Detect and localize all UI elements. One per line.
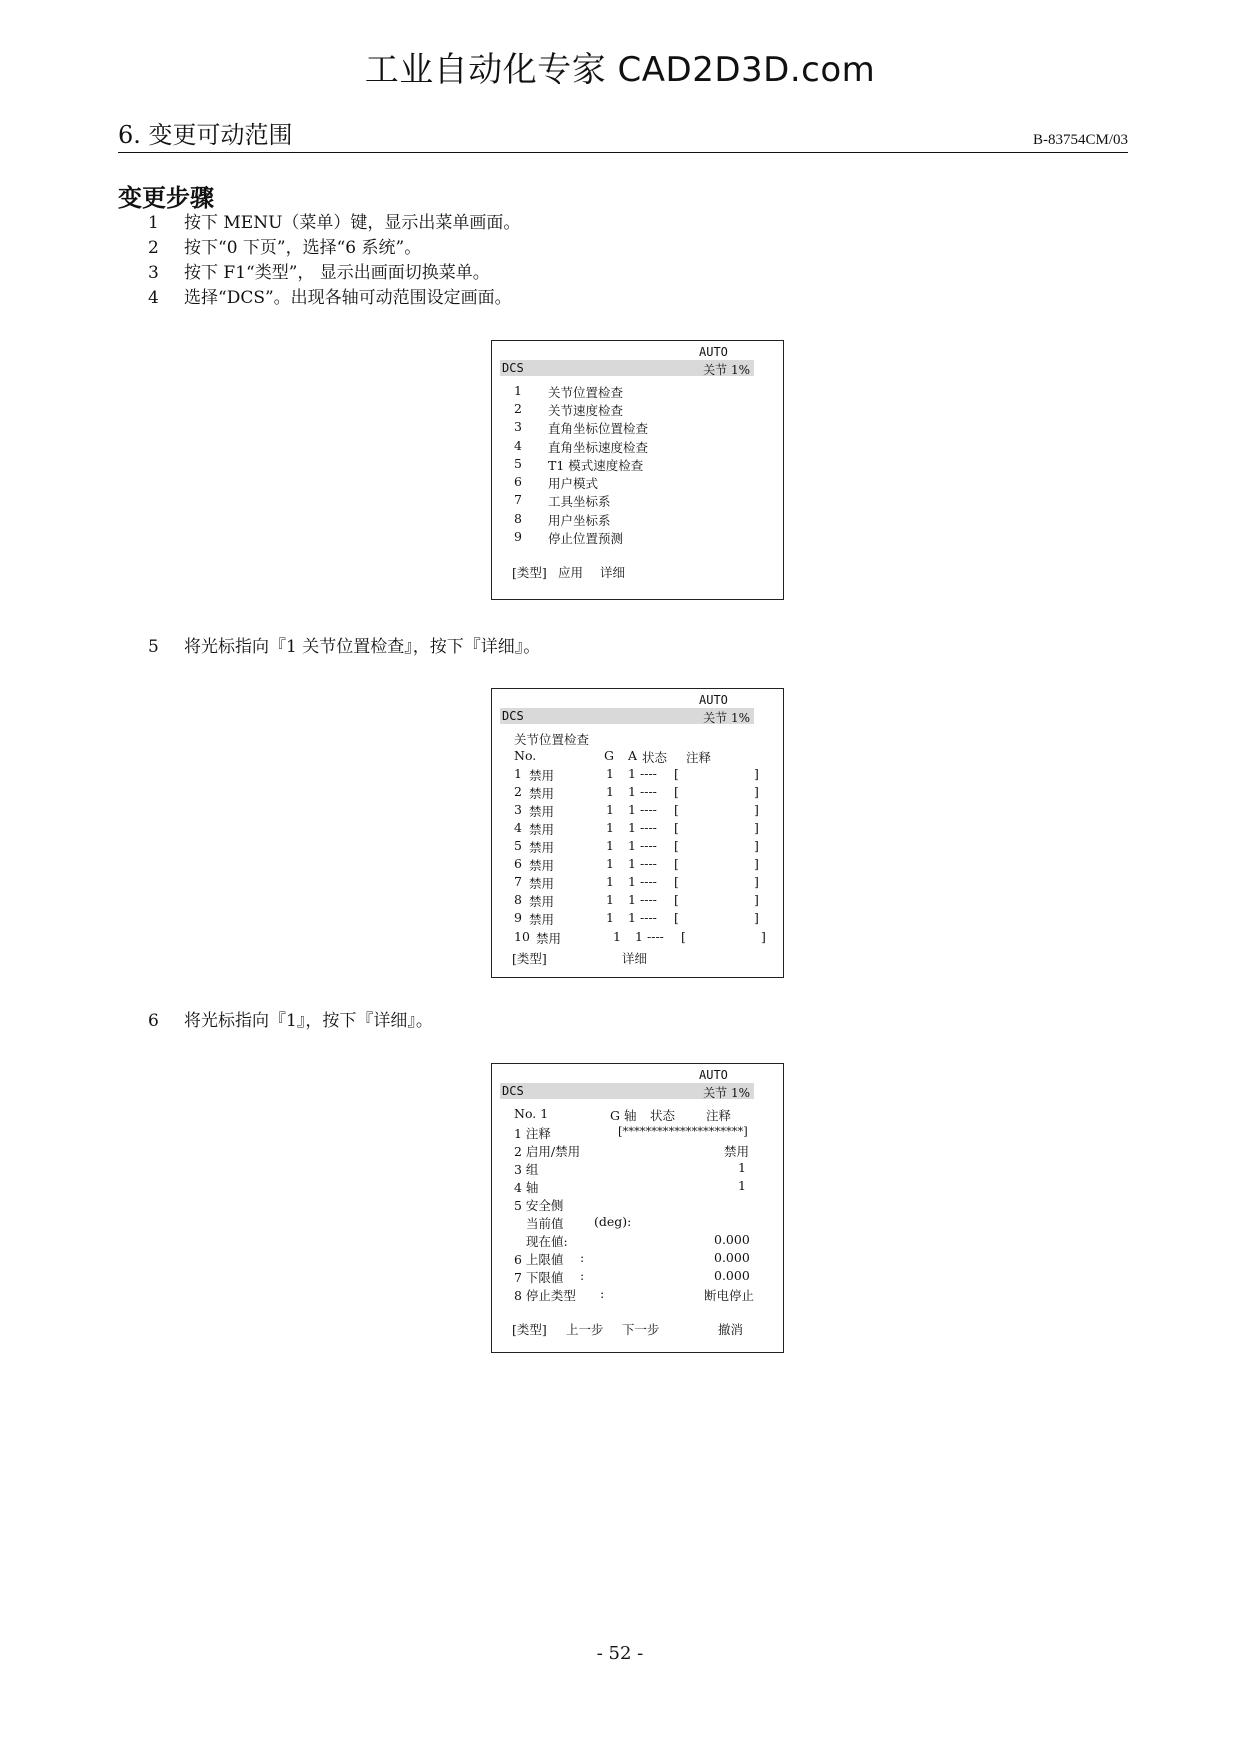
procedure-heading: 变更步骤 — [118, 184, 214, 212]
menu-item[interactable]: 2 关节速度检查 — [514, 401, 624, 418]
table-row[interactable]: 5 禁用 1 1 ---- [ ] — [514, 838, 759, 855]
status-indicator: 关节 1% — [703, 363, 750, 377]
table-row[interactable]: 7 禁用 1 1 ---- [ ] — [514, 874, 759, 891]
section-title: 6. 变更可动范围 — [118, 121, 293, 149]
list-heading: 关节位置检查 — [514, 732, 590, 747]
type-key[interactable]: [类型] — [512, 1322, 547, 1337]
stop-type-field[interactable]: 8 停止类型 : 断电停止 — [514, 1286, 755, 1303]
detail-key[interactable]: 详细 — [622, 951, 648, 966]
title-bar — [500, 708, 754, 724]
function-key-bar — [512, 1320, 744, 1338]
status-indicator: 关节 1% — [703, 1086, 750, 1100]
table-row[interactable]: 1 禁用 1 1 ---- [ ] — [514, 766, 759, 783]
dcs-menu-screen — [491, 340, 784, 600]
joint-position-check-screen — [491, 688, 784, 978]
step-1: 1 按下 MENU（菜单）键，显示出菜单画面。 — [148, 213, 521, 233]
comment-field[interactable]: 1 注释 [*********************] — [514, 1124, 748, 1141]
prev-key[interactable]: 上一步 — [566, 1322, 604, 1337]
title-bar — [500, 1083, 754, 1099]
table-row[interactable]: 8 禁用 1 1 ---- [ ] — [514, 892, 759, 909]
menu-item[interactable]: 7 工具坐标系 — [514, 492, 611, 509]
lower-limit-field[interactable]: 7 下限値 : 0.000 — [514, 1268, 750, 1285]
mode-indicator: AUTO — [699, 1068, 728, 1082]
table-row[interactable]: 6 禁用 1 1 ---- [ ] — [514, 856, 759, 873]
function-key-bar — [512, 563, 626, 581]
screen-title: DCS — [502, 709, 524, 723]
step-3: 3 按下 F1“类型”， 显示出画面切换菜单。 — [148, 263, 490, 283]
menu-item[interactable]: 6 用户模式 — [514, 474, 599, 491]
menu-item[interactable]: 4 直角坐标速度检查 — [514, 438, 649, 455]
menu-item[interactable]: 1 关节位置检查 — [514, 383, 624, 400]
watermark-banner: 工业自动化专家 CAD2D3D.com — [364, 50, 876, 90]
table-row[interactable]: 2 禁用 1 1 ---- [ ] — [514, 784, 759, 801]
detail-key[interactable]: 详细 — [600, 565, 626, 580]
type-key[interactable]: [类型] — [512, 565, 547, 580]
step-2: 2 按下“0 下页”，选择“6 系统”。 — [148, 238, 422, 258]
mode-indicator: AUTO — [699, 693, 728, 707]
joint-position-detail-screen — [491, 1063, 784, 1353]
title-bar — [500, 360, 754, 376]
mode-indicator: AUTO — [699, 345, 728, 359]
enable-field[interactable]: 2 启用/禁用 禁用 — [514, 1144, 750, 1159]
step-5: 5 将光标指向『1 关节位置检查』，按下『详细』。 — [148, 637, 541, 657]
menu-item[interactable]: 8 用户坐标系 — [514, 511, 611, 528]
table-row[interactable]: 3 禁用 1 1 ---- [ ] — [514, 802, 759, 819]
detail-header: No. 1 G 轴 状态 注释 — [514, 1106, 732, 1123]
table-row[interactable]: 4 禁用 1 1 ---- [ ] — [514, 820, 759, 837]
page-header — [118, 120, 1128, 153]
cancel-key[interactable]: 撤消 — [718, 1322, 744, 1337]
menu-item[interactable]: 5 T1 模式速度检查 — [514, 456, 644, 473]
current-value-label: 当前值 (deg): — [526, 1214, 632, 1231]
upper-limit-field[interactable]: 6 上限値 : 0.000 — [514, 1250, 750, 1267]
step-4: 4 选择“DCS”。出现各轴可动范围设定画面。 — [148, 288, 512, 308]
document-number: B-83754CM/03 — [1032, 132, 1128, 148]
table-row[interactable]: 10 禁用 1 1 ---- [ ] — [514, 929, 766, 946]
status-indicator: 关节 1% — [703, 711, 750, 725]
step-6: 6 将光标指向『1』，按下『详细』。 — [148, 1011, 433, 1031]
safe-side-field[interactable]: 5 安全侧 — [514, 1198, 564, 1213]
table-row[interactable]: 9 禁用 1 1 ---- [ ] — [514, 910, 759, 927]
group-field[interactable]: 3 组 1 — [514, 1160, 746, 1177]
apply-key[interactable]: 应用 — [558, 565, 584, 580]
current-value-field: 现在値: 0.000 — [526, 1232, 750, 1249]
screen-title: DCS — [502, 361, 524, 375]
column-header: No. G A 状态 注释 — [514, 748, 712, 765]
function-key-bar — [512, 949, 648, 967]
type-key[interactable]: [类型] — [512, 951, 547, 966]
screen-title: DCS — [502, 1084, 524, 1098]
menu-item[interactable]: 3 直角坐标位置检查 — [514, 419, 649, 436]
menu-item[interactable]: 9 停止位置预测 — [514, 529, 624, 546]
page-number: - 52 - — [596, 1643, 644, 1664]
axis-field[interactable]: 4 轴 1 — [514, 1178, 746, 1195]
next-key[interactable]: 下一步 — [622, 1322, 660, 1337]
